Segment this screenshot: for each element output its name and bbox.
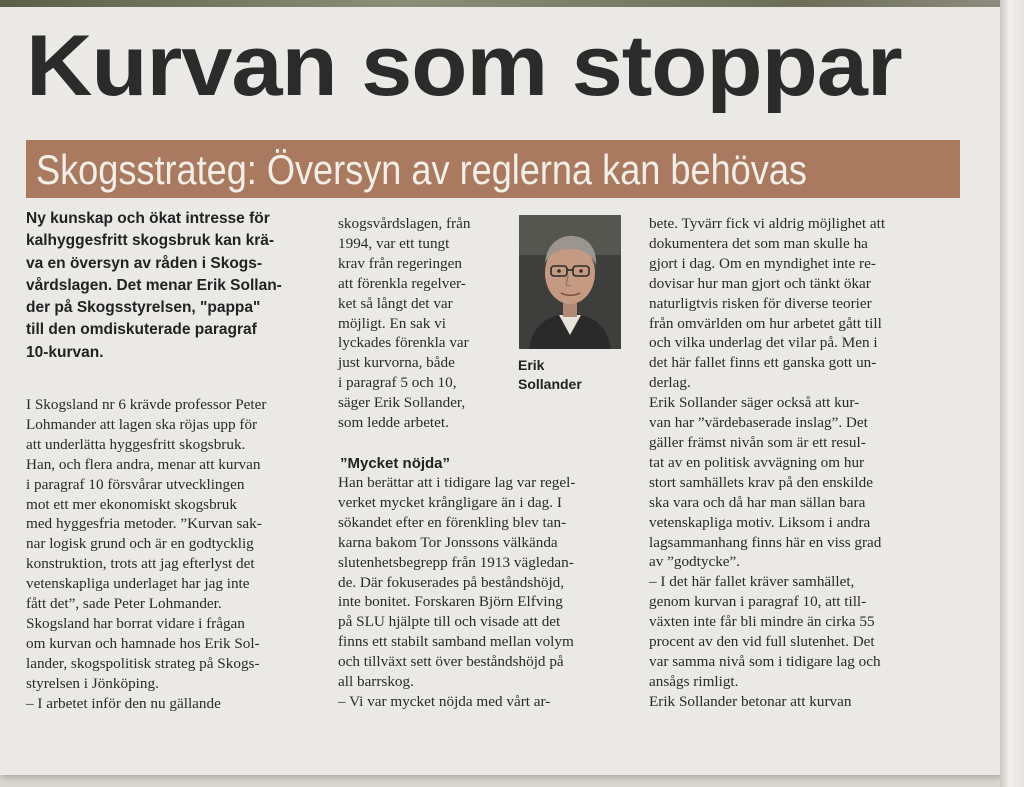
text-line: gäller främst nivån som är ett resul- — [649, 433, 866, 451]
text-line: krav från regeringen — [338, 254, 462, 272]
text-line: just kurvorna, både — [338, 354, 455, 372]
photo-caption — [518, 356, 582, 394]
portrait-illustration — [519, 215, 621, 349]
text-line: de. Där fokuserades på beståndshöjd, — [338, 573, 565, 591]
text-line: I Skogsland nr 6 krävde professor Peter — [26, 396, 267, 413]
text-line: – I det här fallet kräver samhället, — [649, 573, 855, 591]
text-line: Erik Sollander betonar att kurvan — [649, 692, 852, 710]
text-line: vetenskapliga underlaget har jag inte — [26, 575, 250, 593]
text-line: av ”godtycke”. — [649, 553, 741, 571]
body-column-3 — [649, 214, 939, 712]
text-line: van har ”värdebaserade inslag”. Det — [649, 414, 868, 432]
text-line: naturligtvis risken för diverse teorier — [649, 294, 872, 312]
text-line: nar logisk grund och är en godtycklig — [26, 535, 254, 553]
text-line: slutenhetsbegrepp från 1913 vägledan- — [338, 553, 574, 571]
text-line: ska vara och då har man sällan bara — [649, 493, 866, 511]
text-line: på SLU hjälpte till och visade att det — [338, 613, 561, 631]
text-line: lyckades förenkla var — [338, 334, 469, 352]
text-line: Han berättar att i tidigare lag var regel- — [338, 474, 576, 491]
text-line: och vilka underlag det vilar på. Men i — [649, 334, 878, 352]
text-line: 1994, var ett tungt — [338, 234, 450, 252]
text-line: inte bonitet. Forskaren Björn Elfving — [338, 593, 563, 611]
text-line: genom kurvan i paragraf 10, att till- — [649, 593, 867, 611]
text-line: det här fallet finns ett ganska gott un- — [649, 354, 877, 372]
lead-line: Ny kunskap och ökat intresse för — [26, 210, 270, 227]
headline: Kurvan som stoppar — [26, 18, 902, 114]
lead-line: 10-kurvan. — [26, 343, 104, 361]
text-line: Erik Sollander säger också att kur- — [649, 394, 860, 412]
text-line: mot ett mer ekonomiskt skogsbruk — [26, 495, 237, 513]
text-line: att underlätta hyggesfritt skogsbruk. — [26, 435, 246, 453]
text-line: Han, och flera andra, menar att kurvan — [26, 455, 261, 473]
text-line: i paragraf 5 och 10, — [338, 374, 457, 392]
text-line: som ledde arbetet. — [338, 414, 449, 432]
text-line: dokumentera det som man skulle ha — [649, 234, 868, 252]
lead-paragraph — [26, 208, 320, 364]
text-line: – Vi var mycket nöjda med vårt ar- — [338, 692, 551, 710]
text-line: fått det”, sade Peter Lohmander. — [26, 595, 222, 613]
portrait-photo — [519, 215, 621, 349]
text-line: var samma nivå som i tidigare lag och — [649, 652, 881, 670]
body-column-2-top — [338, 214, 506, 433]
text-line: karna bakom Tor Jonssons välkända — [338, 533, 558, 551]
text-line: procent av den vid full slutenhet. Det — [649, 633, 875, 651]
text-line: vetenskapliga motiv. Liksom i andra — [649, 513, 871, 531]
text-line: att förenkla regelver- — [338, 274, 466, 292]
text-line: ket så långt det var — [338, 294, 453, 312]
page-edge — [1000, 0, 1024, 787]
text-line: med hyggesfria metoder. ”Kurvan sak- — [26, 515, 262, 533]
text-line: derlag. — [649, 374, 691, 392]
lead-line: va en översyn av råden i Skogs- — [26, 254, 263, 272]
text-line: från omvärlden om hur arbetet gått till — [649, 314, 882, 332]
text-line: lander, skogspolitisk strateg på Skogs- — [26, 654, 260, 672]
text-line: verket mycket krångligare än i dag. I — [338, 493, 562, 511]
text-line: om kurvan och hamnade hos Erik Sol- — [26, 634, 260, 652]
text-line: styrelsen i Jönköping. — [26, 674, 159, 692]
text-line: tat av en politisk avvägning om hur — [649, 453, 865, 471]
text-line: sökandet efter en förenkling blev tan- — [338, 513, 567, 531]
lead-line: der på Skogsstyrelsen, "pappa" — [26, 299, 261, 317]
text-line: Lohmander att lagen ska röjas upp för — [26, 415, 258, 433]
text-line: bete. Tyvärr fick vi aldrig möjlighet att — [649, 215, 886, 232]
text-line: konstruktion, trots att jag efterlyst det — [26, 555, 255, 573]
text-line: stort samhällets krav på den enskilde — [649, 473, 873, 491]
section-heading: ”Mycket nöjda” — [340, 455, 451, 472]
lead-line: till den omdiskuterade paragraf — [26, 321, 257, 339]
text-line: i paragraf 10 försvårar utvecklingen — [26, 475, 245, 493]
text-line: växten inte får bli mindre än cirka 55 — [649, 613, 875, 631]
body-column-2-bottom — [338, 473, 628, 712]
lead-line: kalhyggesfritt skogsbruk kan krä- — [26, 232, 275, 250]
text-line: finns ett stabilt samband mellan volym — [338, 633, 574, 651]
top-photo-strip — [0, 0, 1000, 7]
body-column-1 — [26, 395, 316, 714]
text-line: lagsammanhang finns här en viss grad — [649, 533, 882, 551]
text-line: – I arbetet inför den nu gällande — [26, 694, 221, 712]
text-line: skogsvårdslagen, från — [338, 215, 471, 232]
text-line: och tillväxt sett över beståndshöjd på — [338, 653, 564, 671]
text-line: gjort i dag. Om en myndighet inte re- — [649, 254, 876, 272]
text-line: dovisar hur man gjort och tänkt ökar — [649, 274, 871, 292]
caption-last-name: Sollander — [518, 376, 582, 392]
caption-first-name: Erik — [518, 357, 545, 373]
text-line: möjligt. En sak vi — [338, 314, 446, 332]
text-line: ansågs rimligt. — [649, 672, 739, 690]
subheadline: Skogsstrateg: Översyn av reglerna kan behövas — [36, 146, 807, 193]
text-line: all barrskog. — [338, 673, 414, 691]
text-line: Skogsland har borrat vidare i frågan — [26, 614, 245, 632]
lead-line: vårdslagen. Det menar Erik Sollan- — [26, 276, 282, 294]
text-line: säger Erik Sollander, — [338, 394, 466, 412]
